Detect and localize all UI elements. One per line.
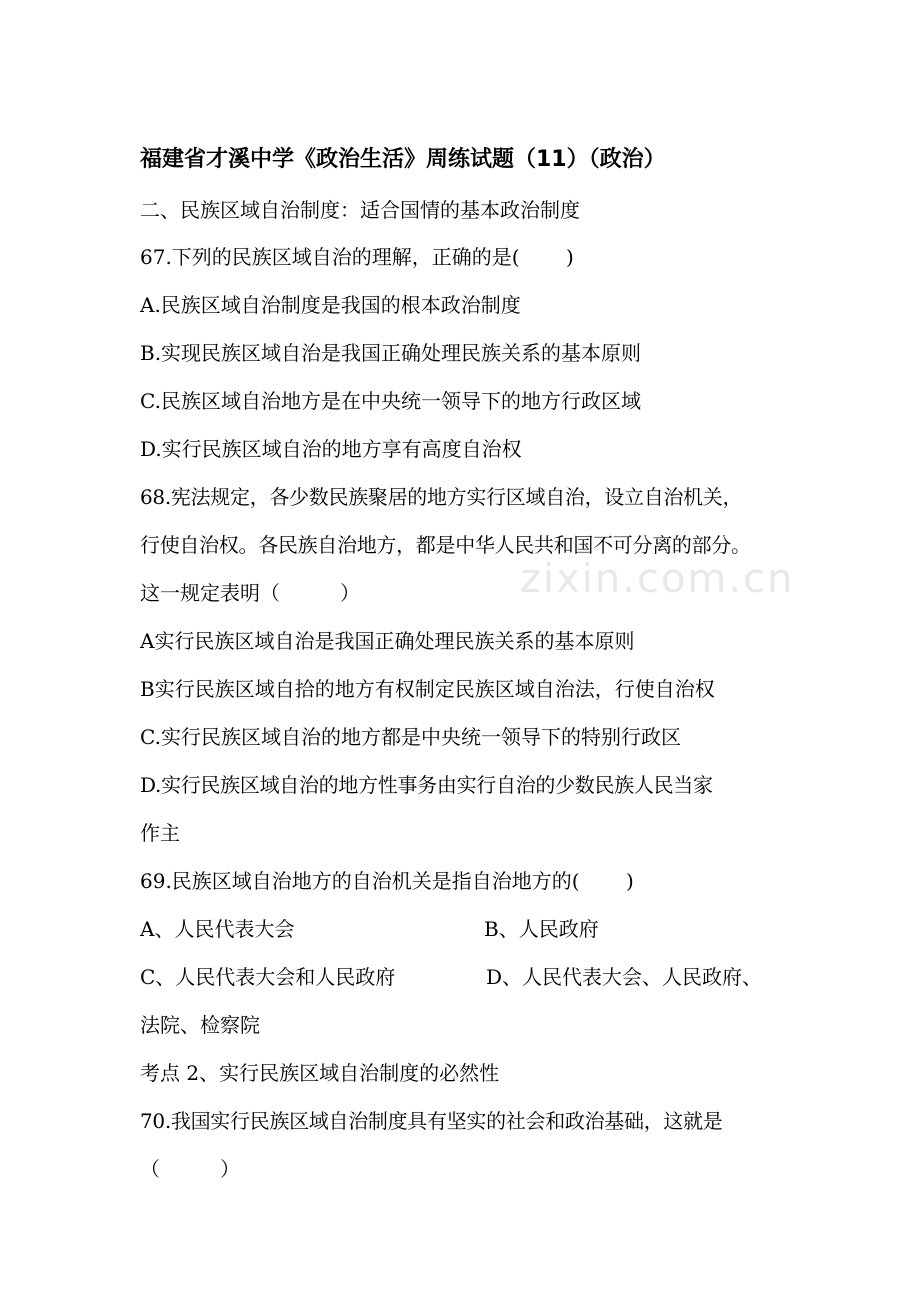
- question-68-option-c: C.实行民族区域自治的地方都是中央统一领导下的特别行政区: [140, 725, 681, 749]
- question-67-option-d: D.实行民族区域自治的地方享有高度自治权: [140, 437, 522, 461]
- question-67-option-b: B.实现民族区域自治是我国正确处理民族关系的基本原则: [140, 341, 642, 365]
- question-69-option-d: D、人民代表大会、人民政府、: [486, 965, 763, 989]
- question-69-option-d-continued: 法院、检察院: [140, 1013, 260, 1037]
- question-68-option-b: B实行民族区域自拾的地方有权制定民族区域自治法，行使自治权: [140, 677, 715, 701]
- document-title: 福建省才溪中学《政治生活》周练试题（11）（政治）: [140, 147, 666, 172]
- question-68-stem-line-1: 68.宪法规定，各少数民族聚居的地方实行区域自治，设立自治机关，: [140, 485, 743, 509]
- question-69-option-a: A、人民代表大会: [140, 917, 295, 941]
- kaodian-heading: 考点 2、实行民族区域自治制度的必然性: [140, 1061, 500, 1085]
- question-70-stem-line-1: 70.我国实行民族区域自治制度具有坚实的社会和政治基础，这就是: [140, 1109, 723, 1133]
- question-68-option-d-line-2: 作主: [140, 821, 180, 845]
- question-67-option-a: A.民族区域自治制度是我国的根本政治制度: [140, 293, 521, 317]
- question-69-option-c: C、人民代表大会和人民政府: [140, 965, 396, 989]
- section-heading: 二、民族区域自治制度：适合国情的基本政治制度: [140, 198, 580, 222]
- question-67-option-c: C.民族区域自治地方是在中央统一领导下的地方行政区域: [140, 389, 641, 413]
- question-70-stem-line-2: （ ）: [140, 1157, 240, 1181]
- question-68-option-d-line-1: D.实行民族区域自治的地方性事务由实行自治的少数民族人民当家: [140, 773, 713, 797]
- watermark: zixin.com.cn: [520, 556, 795, 602]
- question-68-stem-line-3: 这一规定表明（ ）: [140, 581, 360, 605]
- question-67-stem: 67.下列的民族区域自治的理解，正确的是( ): [140, 245, 574, 269]
- question-69-option-b: B、人民政府: [484, 917, 599, 941]
- question-68-stem-line-2: 行使自治权。各民族自治地方，都是中华人民共和国不可分离的部分。: [140, 533, 751, 557]
- question-68-option-a: A实行民族区域自治是我国正确处理民族关系的基本原则: [140, 629, 635, 653]
- question-69-stem: 69.民族区域自治地方的自治机关是指自治地方的( ): [140, 869, 634, 893]
